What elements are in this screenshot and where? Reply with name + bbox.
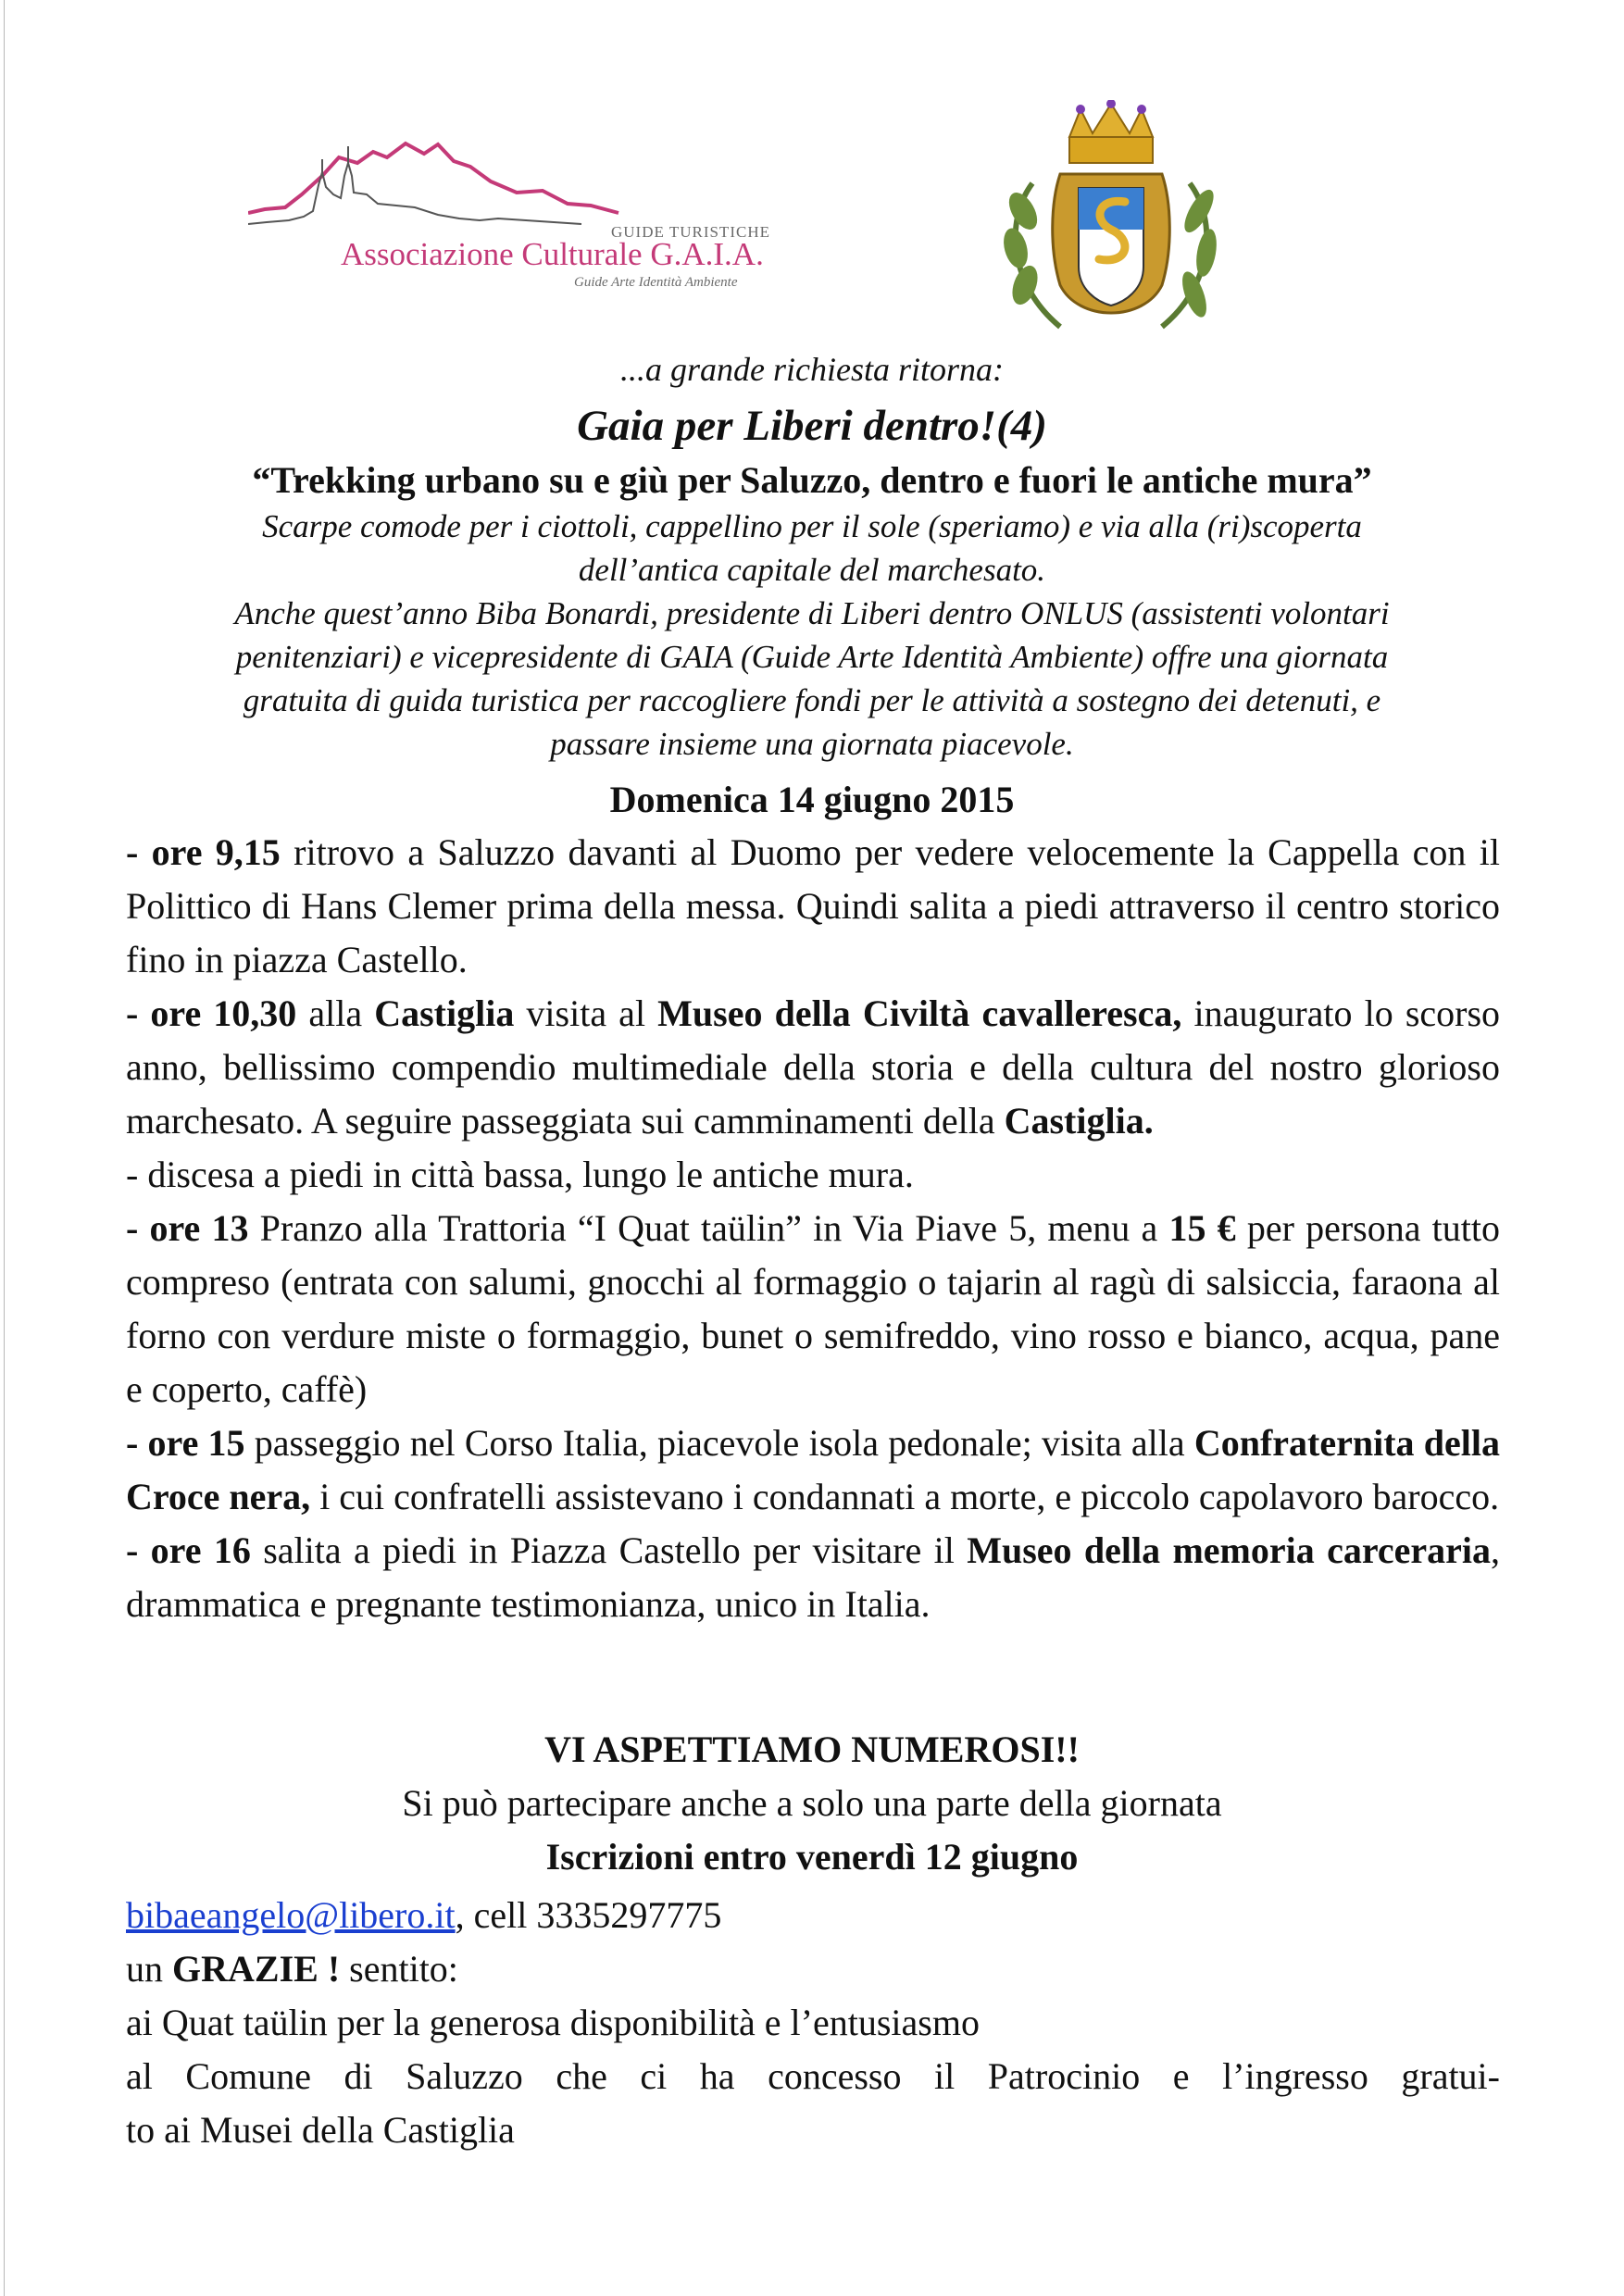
schedule-item [126,826,1500,987]
welcome-heading: VI ASPETTIAMO NUMEROSI!! [544,1728,1080,1770]
intro-line: ...a grande richiesta ritorna: [620,351,1004,388]
schedule-item [126,1524,1500,1631]
schedule-item [126,1202,1500,1416]
phone-text: , cell 3335297775 [455,1894,722,1936]
gaia-subtitle: Guide Arte Identità Ambiente [574,275,738,290]
schedule-text: Pranzo alla Trattoria “I Quat taülin” in Via Piave 5, menu a [248,1207,1169,1249]
footer [126,1889,1500,2157]
gaia-name: Associazione Culturale G.A.I.A. [341,236,764,272]
description-line: Anche quest’anno Biba Bonardi, presidente di Liberi dentro ONLUS (assistenti volontari [234,595,1390,631]
description-line: dell’antica capitale del marchesato. [578,552,1046,588]
gaia-logo [248,139,785,301]
thanks-comune-cont: to ai Musei della Castiglia [126,2109,515,2151]
thanks-strong: GRAZIE ! [172,1948,341,1990]
gaia-guide-label: GUIDE TURISTICHE [611,223,770,241]
thanks-text: un [126,1948,172,1990]
schedule-time: - ore 13 [126,1207,249,1249]
schedule-text: inaugurato lo scorso anno, bellissimo compendio multimediale della storia e della cultura del nostro glorioso marchesato. A seguire passeggiata sui camminamenti della [126,992,1501,1142]
description-line: gratuita di guida turistica per raccogliere fondi per le attività a sostegno dei detenuti, e [243,682,1381,718]
partial-participation-note: Si può partecipare anche a solo una parte della giornata [402,1782,1222,1824]
event-subtitle: “Trekking urbano su e giù per Saluzzo, dentro e fuori le antiche mura” [252,459,1372,501]
schedule-museum: Museo della Civiltà cavalleresca, [657,992,1182,1034]
schedule-time: - ore 15 [126,1422,245,1464]
menu-price: 15 € [1168,1207,1236,1249]
event-date: Domenica 14 giugno 2015 [609,779,1015,820]
thanks-line [126,1942,1500,1996]
schedule-time: - ore 9,15 [126,831,281,873]
schedule-place: Castiglia. [1004,1100,1154,1142]
schedule-item: - discesa a piedi in città bassa, lungo le antiche mura. [126,1154,914,1195]
schedule-text: visita al [514,992,658,1034]
thanks-restaurant: ai Quat taülin per la generosa disponibilità e l’entusiasmo [126,2002,980,2043]
schedule-place: Confraternita della Croce nera, [126,1422,1500,1517]
schedule-time: - ore 16 [126,1529,251,1571]
contact-line [126,1889,1500,1942]
schedule-time: - ore 10,30 [126,992,297,1034]
description-line: passare insieme una giornata piacevole. [550,726,1074,762]
schedule-text: ritrovo a Saluzzo davanti al Duomo per vedere velocemente la Cappella con il Polittico di Hans Clemer prima della messa. Quindi salita a piedi attraverso il centro storico fino in piazza Castello. [126,831,1501,980]
registration-deadline: Iscrizioni entro venerdì 12 giugno [545,1836,1079,1878]
schedule-place: Castiglia [374,992,515,1034]
schedule-text: i cui confratelli assistevano i condannati a morte, e piccolo capolavoro barocco. [310,1476,1500,1517]
schedule-text: per persona tutto compreso (entrata con salumi, gnocchi al formaggio o tajarin al ragù di salsiccia, faraona al forno con verdure miste o formaggio, bunet o semifreddo, vino rosso e bianco, acqua, pane e coperto, caffè) [126,1207,1500,1410]
description-line: Scarpe comode per i ciottoli, cappellino per il sole (speriamo) e via alla (ri)scoperta [262,508,1362,544]
schedule-item [126,1416,1500,1524]
schedule-museum: Museo della memoria carceraria [967,1529,1491,1571]
schedule [126,826,1500,1631]
email-link[interactable]: bibaeangelo@libero.it [126,1894,456,1936]
saluzzo-coat-of-arms-icon [995,100,1227,350]
schedule-text: alla [296,992,375,1034]
description-line: penitenziari) e vicepresidente di GAIA (Guide Arte Identità Ambiente) offre una giornata [235,639,1389,675]
event-description [90,505,1534,766]
thanks-text: sentito: [340,1948,458,1990]
schedule-text: passeggio nel Corso Italia, piacevole isola pedonale; visita alla [244,1422,1194,1464]
schedule-text: salita a piedi in Piazza Castello per visitare il [250,1529,968,1571]
schedule-item [126,987,1500,1148]
thanks-comune: al Comune di Saluzzo che ci ha concesso il Patrocinio e l’ingresso gratui- [126,2055,1500,2097]
schedule-text: , drammatica e pregnante testimonianza, unico in Italia. [126,1529,1500,1625]
event-title: Gaia per Liberi dentro!(4) [577,402,1047,450]
